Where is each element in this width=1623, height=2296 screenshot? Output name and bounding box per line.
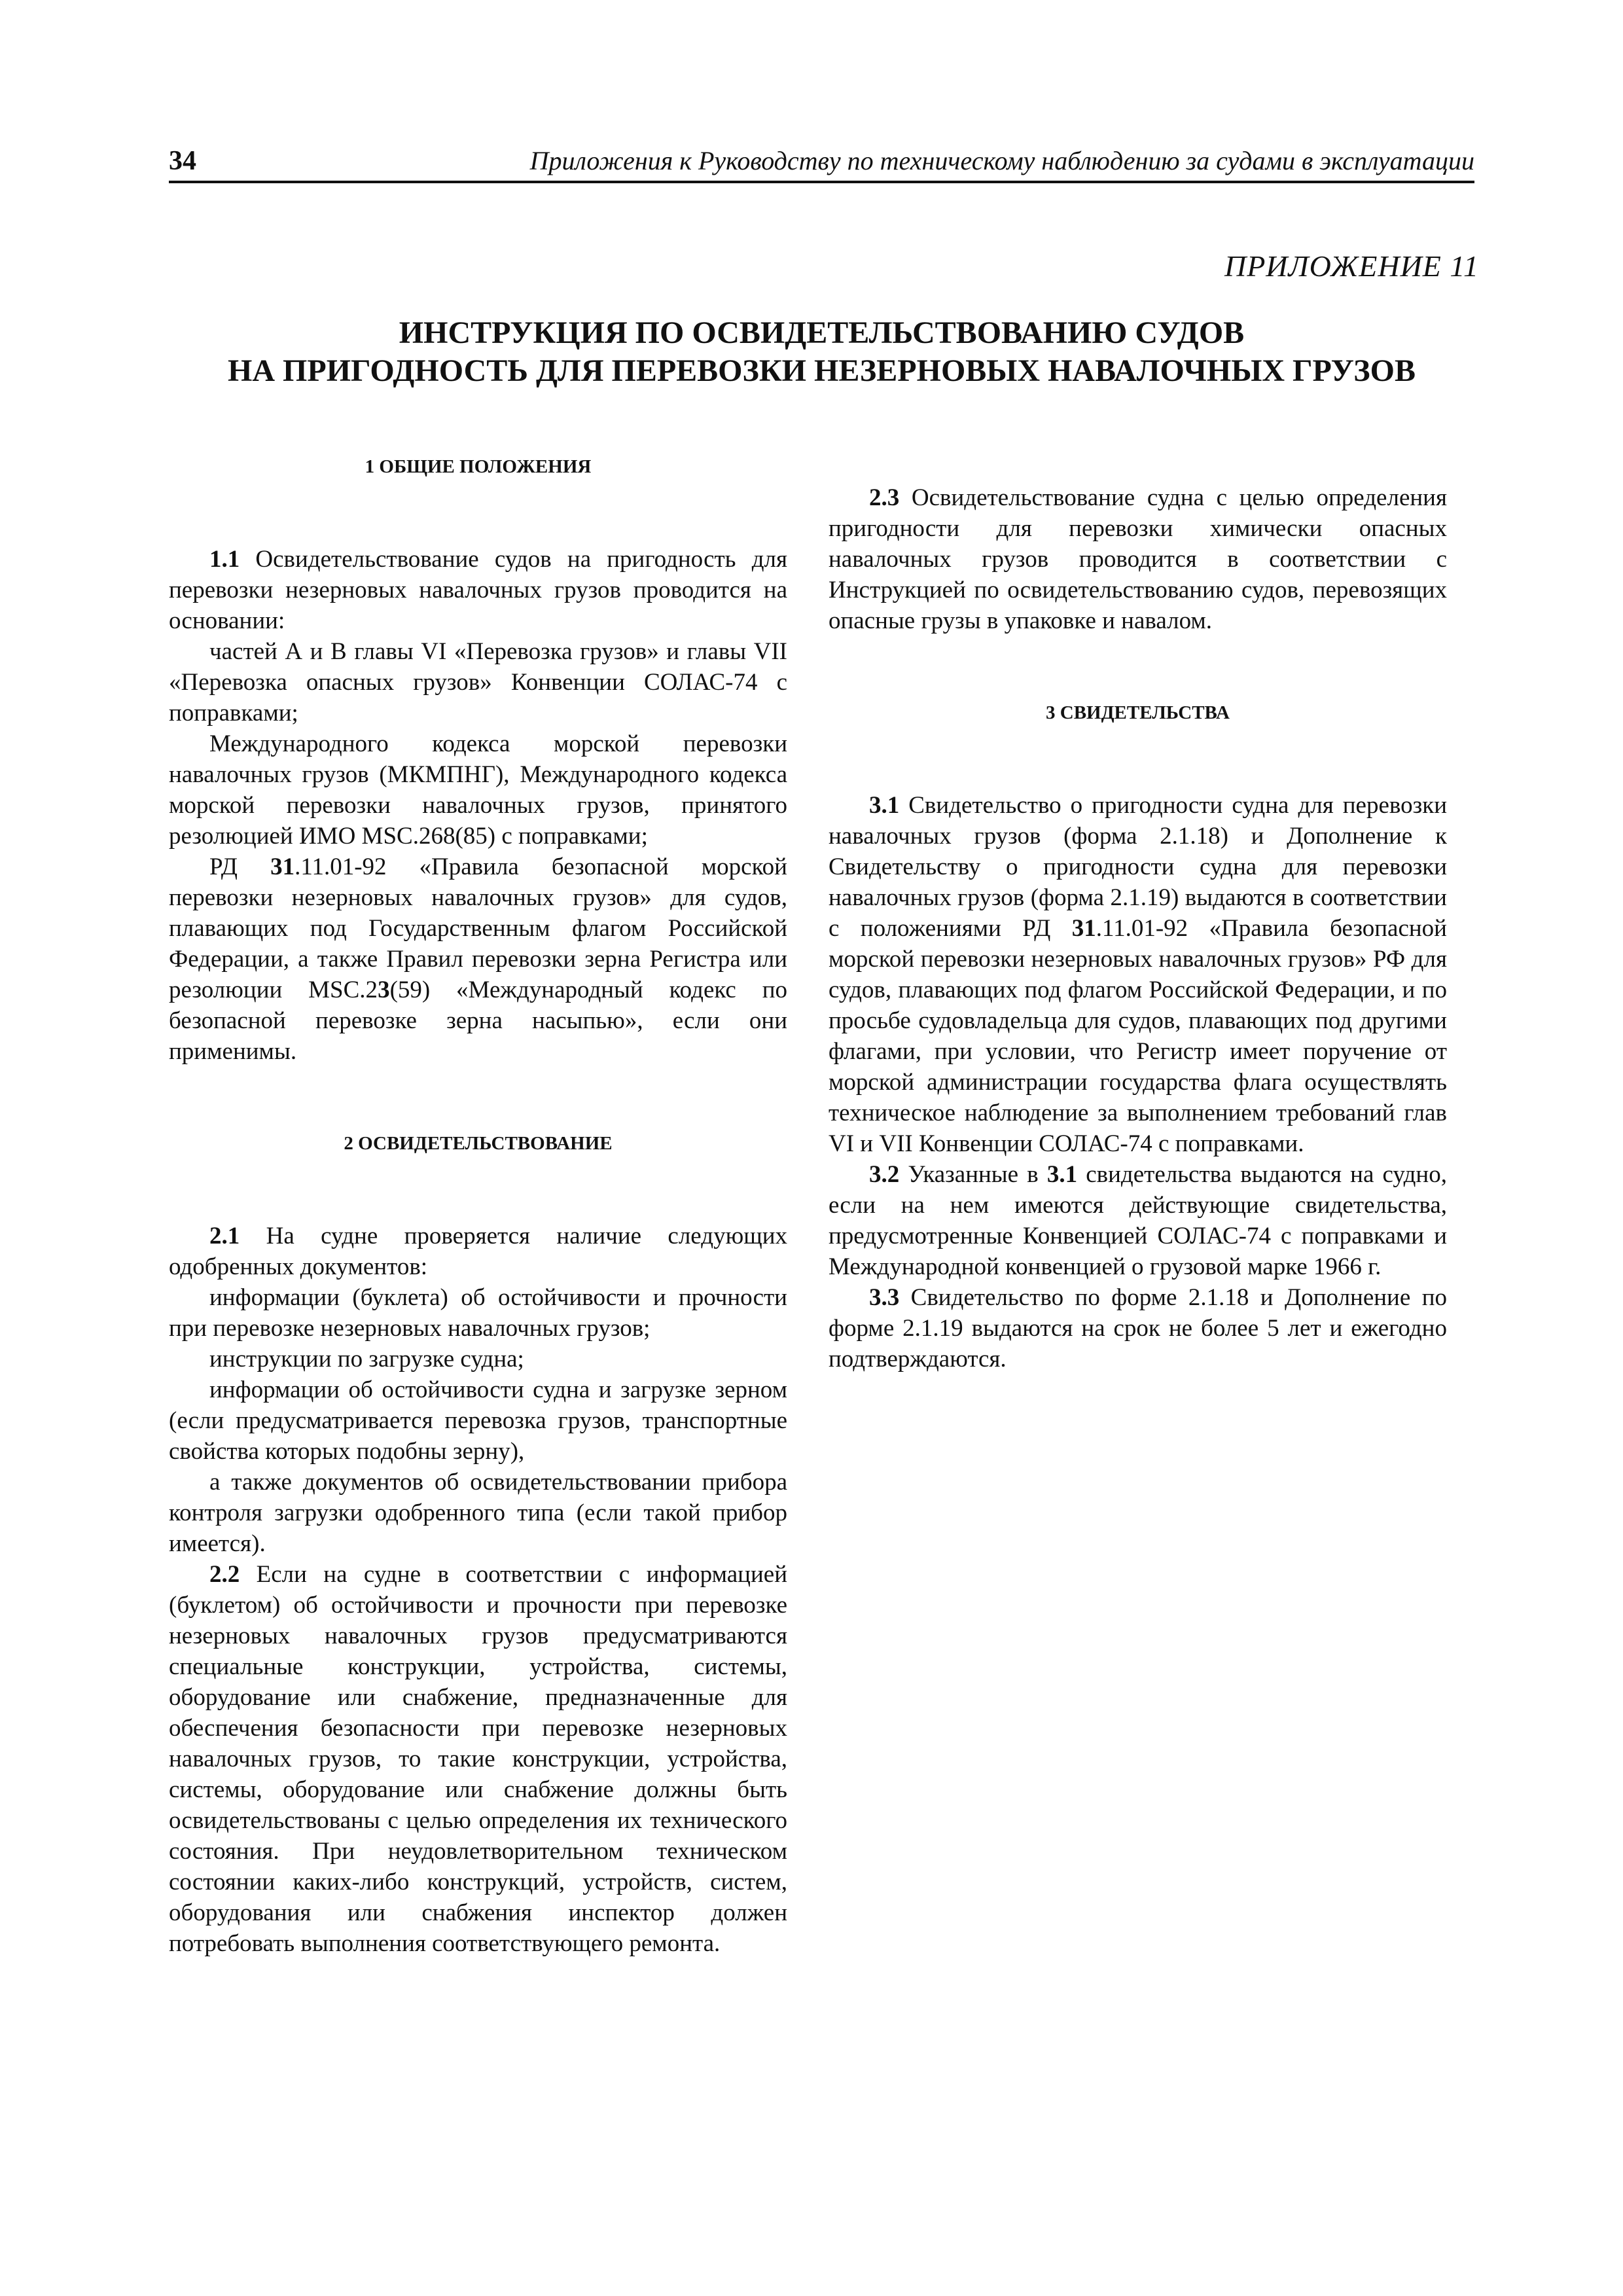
right-column [829, 452, 1447, 1374]
paragraph-2-3: 2.3 Освидетельствование судна с целью определения пригодности для перевозки химически опасных навалочных грузов проводится в соответствии с Инструкцией по освидетельствованию судов, перевозящих опасные грузы в упаковке и навалом. [829, 484, 1447, 634]
paragraph-2-1: 2.1 На судне проверяется наличие следующих одобренных документов: [169, 1223, 787, 1280]
paragraph: частей А и В главы VI «Перевозка грузов» и главы VII «Перевозка опасных грузов» Конвенции СОЛАС-74 с поправками; [169, 638, 787, 726]
document-title-line-1: ИНСТРУКЦИЯ ПО ОСВИДЕТЕЛЬСТВОВАНИЮ СУДОВ [399, 315, 1245, 350]
appendix-label: ПРИЛОЖЕНИЕ 11 [1224, 249, 1479, 283]
page-number: 34 [169, 146, 196, 176]
document-title-line-2: НА ПРИГОДНОСТЬ ДЛЯ ПЕРЕВОЗКИ НЕЗЕРНОВЫХ НАВАЛОЧНЫХ ГРУЗОВ [228, 353, 1416, 388]
clause-number: 1.1 [209, 546, 240, 573]
paragraph: информации об остойчивости судна и загрузке зерном (если предусматривается перевозка грузов, транспортные свойства которых подобны зерну), [169, 1376, 787, 1465]
paragraph-1-1: 1.1 Освидетельствование судов на пригодность для перевозки незерновых навалочных грузов проводится на основании: [169, 546, 787, 634]
left-column [169, 452, 787, 1959]
paragraph-3-3: 3.3 Свидетельство по форме 2.1.18 и Дополнение по форме 2.1.19 выдаются на срок не более 5 лет и ежегодно подтверждаются. [829, 1284, 1447, 1372]
clause-number: 3.2 [869, 1161, 900, 1188]
clause-number: 2.2 [209, 1561, 240, 1588]
document-title [169, 314, 1474, 390]
clause-number: 2.1 [209, 1223, 240, 1249]
paragraph-3-1: 3.1 Свидетельство о пригодности судна для перевозки навалочных грузов (форма 2.1.18) и Дополнение к Свидетельству о пригодности судна для перевозки навалочных грузов (форма 2.1.19) выдаются в соответствии с положениями РД 31.11.01-92 «Правила безопасной морской перевозки незерновых навалочных грузов» РФ для судов, плавающих под флагом Российской Федерации, и по просьбе судовладельца для судов, плавающих под другими флагами, при условии, что Регистр имеет поручение от морской администрации государства флага осуществлять техническое наблюдение за выполнением требований глав VI и VII Конвенции СОЛАС-74 с поправками. [829, 792, 1447, 1157]
section-heading-survey: 2 ОСВИДЕТЕЛЬСТВОВАНИЕ [344, 1133, 613, 1154]
paragraph-3-2: 3.2 Указанные в 3.1 свидетельства выдаются на судно, если на нем имеются действующие свидетельства, предусмотренные Конвенцией СОЛАС-74 с поправками и Международной конвенцией о грузовой марке 1966 г. [829, 1161, 1447, 1280]
running-header [169, 139, 1474, 183]
clause-number: 3.1 [869, 792, 900, 819]
paragraph: инструкции по загрузке судна; [209, 1346, 524, 1372]
clause-number: 3.3 [869, 1284, 900, 1311]
running-title: Приложения к Руководству по техническому наблюдению за судами в эксплуатации [529, 146, 1474, 175]
paragraph: информации (буклета) об остойчивости и прочности при перевозке незерновых навалочных грузов; [169, 1284, 787, 1342]
paragraph: РД 31.11.01-92 «Правила безопасной морской перевозки незерновых навалочных грузов» для судов, плавающих под Государственным флагом Российской Федерации, а также Правил перевозки зерна Регистра или резолюции MSC.23(59) «Международный кодекс по безопасной перевозке зерна насыпью», если они применимы. [169, 853, 787, 1065]
clause-number: 2.3 [869, 484, 900, 511]
paragraph-2-2: 2.2 Если на судне в соответствии с информацией (буклетом) об остойчивости и прочности при перевозке незерновых навалочных грузов предусматриваются специальные конструкции, устройства, системы, оборудование или снабжение, предназначенные для обеспечения безопасности при перевозке незерновых навалочных грузов, то такие конструкции, устройства, системы, оборудование или снабжение должны быть освидетельствованы с целью определения их технического состояния. При неудовлетворительном техническом состоянии каких-либо конструкций, устройств, систем, оборудования или снабжения инспектор должен потребовать выполнения соответствующего ремонта. [169, 1561, 787, 1957]
paragraph: а также документов об освидетельствовании прибора контроля загрузки одобренного типа (если такой прибор имеется). [169, 1469, 787, 1557]
section-heading-general: 1 ОБЩИЕ ПОЛОЖЕНИЯ [365, 456, 592, 477]
section-heading-certificates: 3 СВИДЕТЕЛЬСТВА [1046, 702, 1230, 723]
paragraph: Международного кодекса морской перевозки навалочных грузов (МКМПНГ), Международного кодекса морской перевозки навалочных грузов, принятого резолюцией ИМО MSC.268(85) с поправками; [169, 730, 787, 850]
